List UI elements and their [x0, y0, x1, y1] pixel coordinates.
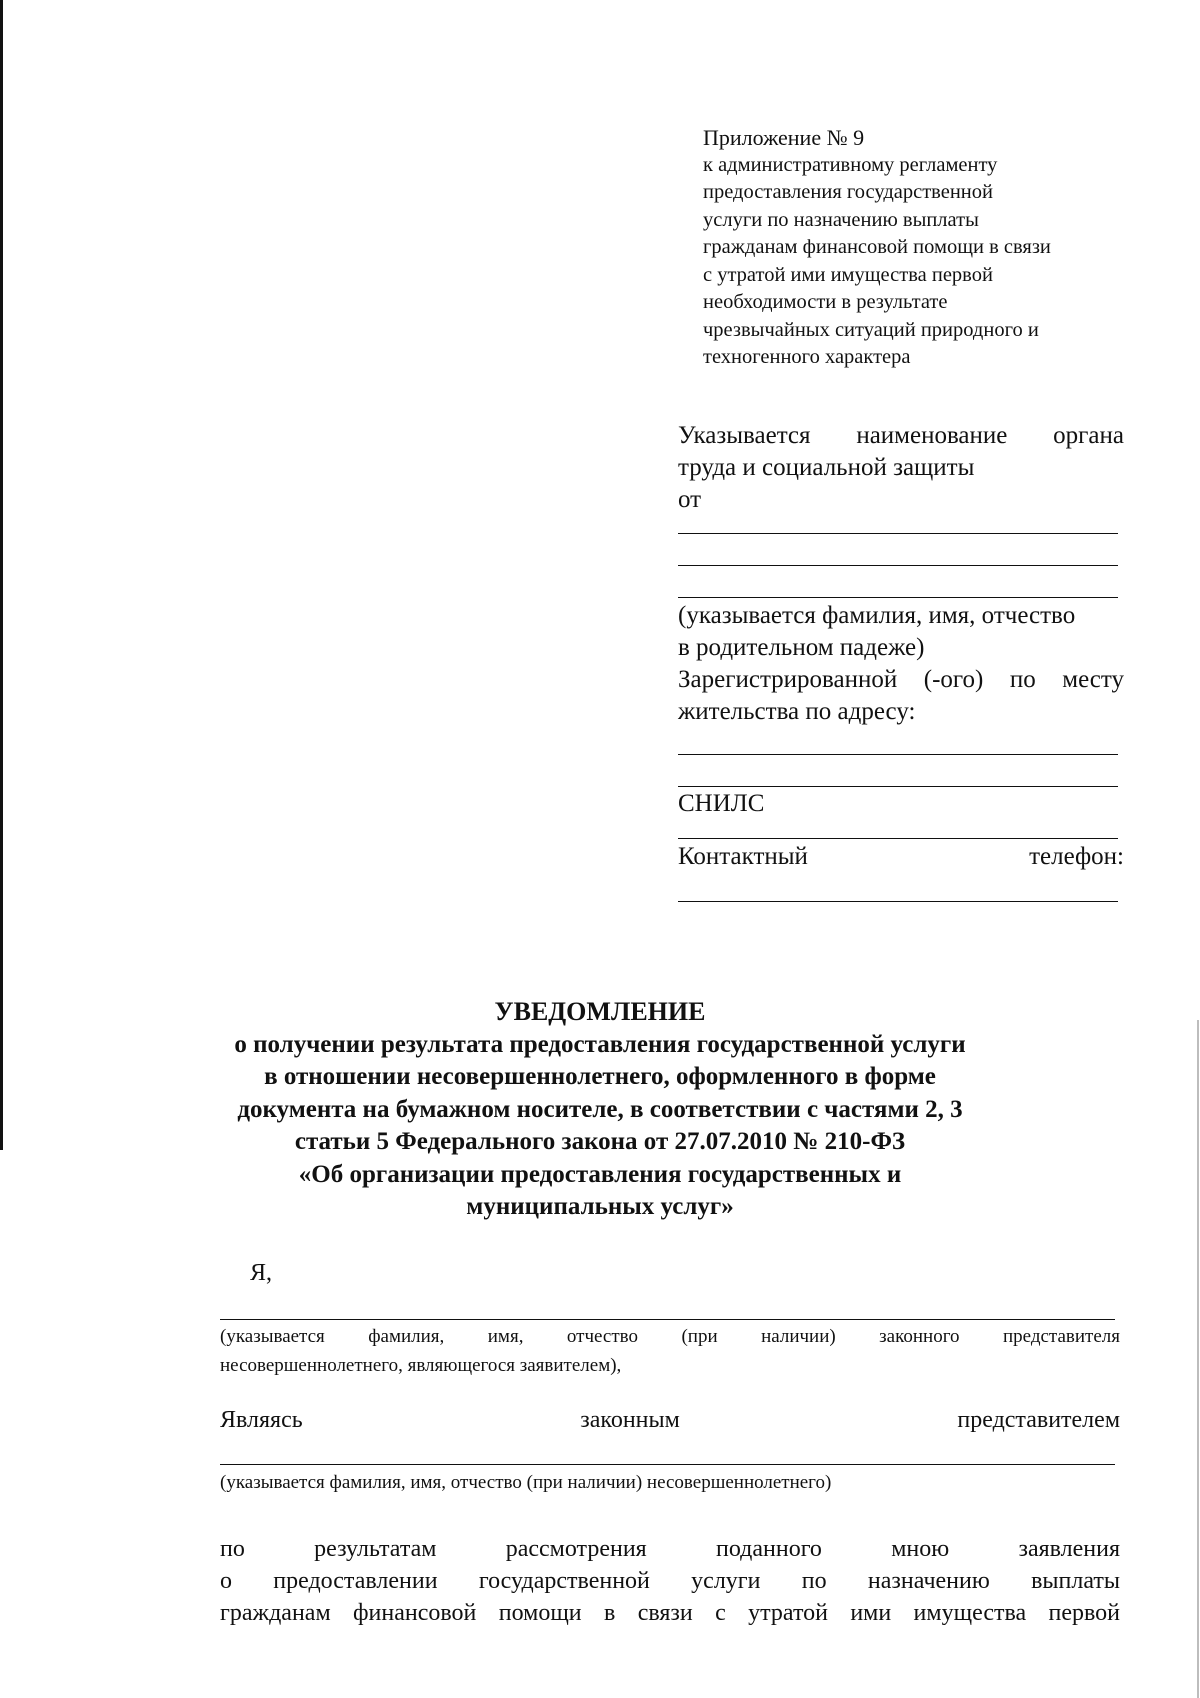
phone-label-word: Контактный: [678, 843, 808, 870]
notice-heading: УВЕДОМЛЕНИЕ: [494, 997, 706, 1026]
notice-title: [150, 996, 1050, 1224]
left-margin-line: [0, 0, 3, 1150]
appendix-line: услуги по назначению выплаты: [703, 208, 979, 231]
paragraph-line: по результатам рассмотрения поданного мною заявления: [220, 1536, 1120, 1562]
phone-line[interactable]: [678, 901, 1118, 902]
fio-hint: (указывается фамилия, имя, отчество: [678, 602, 1076, 629]
registered-label-cont: жительства по адресу:: [678, 698, 916, 725]
appendix-line: гражданам финансовой помощи в связи: [703, 236, 1051, 258]
representative-hint: (указывается фамилия, имя, отчество (при наличии) законного представителя: [220, 1326, 1120, 1347]
being-word: законным: [580, 1407, 680, 1433]
minor-name-line[interactable]: [220, 1464, 1115, 1465]
addressee-block: [678, 420, 1124, 902]
minor-hint: (указывается фамилия, имя, отчество (при наличии) несовершеннолетнего): [220, 1472, 832, 1493]
snils-line[interactable]: [678, 838, 1118, 839]
being-row: [220, 1404, 1120, 1436]
phone-label-word: телефон:: [1029, 843, 1124, 870]
notice-subtitle-line: статьи 5 Федерального закона от 27.07.2010 № 210-ФЗ: [294, 1128, 906, 1155]
notice-subtitle-line: муниципальных услуг»: [466, 1193, 734, 1220]
appendix-line: чрезвычайных ситуаций природного и: [703, 318, 1039, 341]
from-label: от: [678, 486, 702, 513]
phone-row: [678, 841, 1124, 873]
organ-name-hint: Указывается наименование органа: [678, 422, 1124, 449]
notice-body: [220, 1257, 1120, 1629]
appendix-line: техногенного характера: [703, 346, 911, 368]
address-line[interactable]: [678, 754, 1118, 755]
applicant-name-line[interactable]: [678, 565, 1118, 566]
notice-subtitle-line: «Об организации предоставления государственных и: [298, 1160, 902, 1188]
appendix-header: [703, 124, 1133, 372]
i-label: Я,: [250, 1260, 273, 1286]
being-word: представителем: [957, 1407, 1120, 1433]
applicant-name-line[interactable]: [678, 597, 1118, 598]
appendix-line: необходимости в результате: [703, 291, 948, 313]
paragraph-line: гражданам финансовой помощи в связи с утратой ими имущества первой: [220, 1600, 1120, 1626]
applicant-name-line[interactable]: [678, 533, 1118, 534]
representative-name-line[interactable]: [220, 1319, 1115, 1320]
appendix-line: предоставления государственной: [703, 181, 993, 203]
snils-label: СНИЛС: [678, 790, 765, 817]
notice-subtitle-line: в отношении несовершеннолетнего, оформленного в форме: [264, 1063, 936, 1090]
appendix-line: к административному регламенту: [703, 153, 998, 176]
address-line[interactable]: [678, 786, 1118, 787]
right-margin-line: [1197, 1020, 1199, 1698]
being-word: Являясь: [220, 1407, 303, 1433]
representative-hint-cont: несовершеннолетнего, являющегося заявителем),: [220, 1355, 622, 1376]
notice-subtitle-line: о получении результата предоставления государственной услуги: [234, 1030, 966, 1058]
appendix-line: Приложение № 9: [703, 125, 865, 150]
organ-name-hint-cont: труда и социальной защиты: [678, 454, 975, 481]
registered-label: Зарегистрированной (-ого) по месту: [678, 666, 1124, 693]
appendix-line: с утратой ими имущества первой: [703, 263, 993, 286]
fio-hint-cont: в родительном падеже): [678, 634, 925, 661]
paragraph-line: о предоставлении государственной услуги по назначению выплаты: [220, 1568, 1120, 1594]
notice-subtitle-line: документа на бумажном носителе, в соответствии с частями 2, 3: [237, 1095, 963, 1123]
